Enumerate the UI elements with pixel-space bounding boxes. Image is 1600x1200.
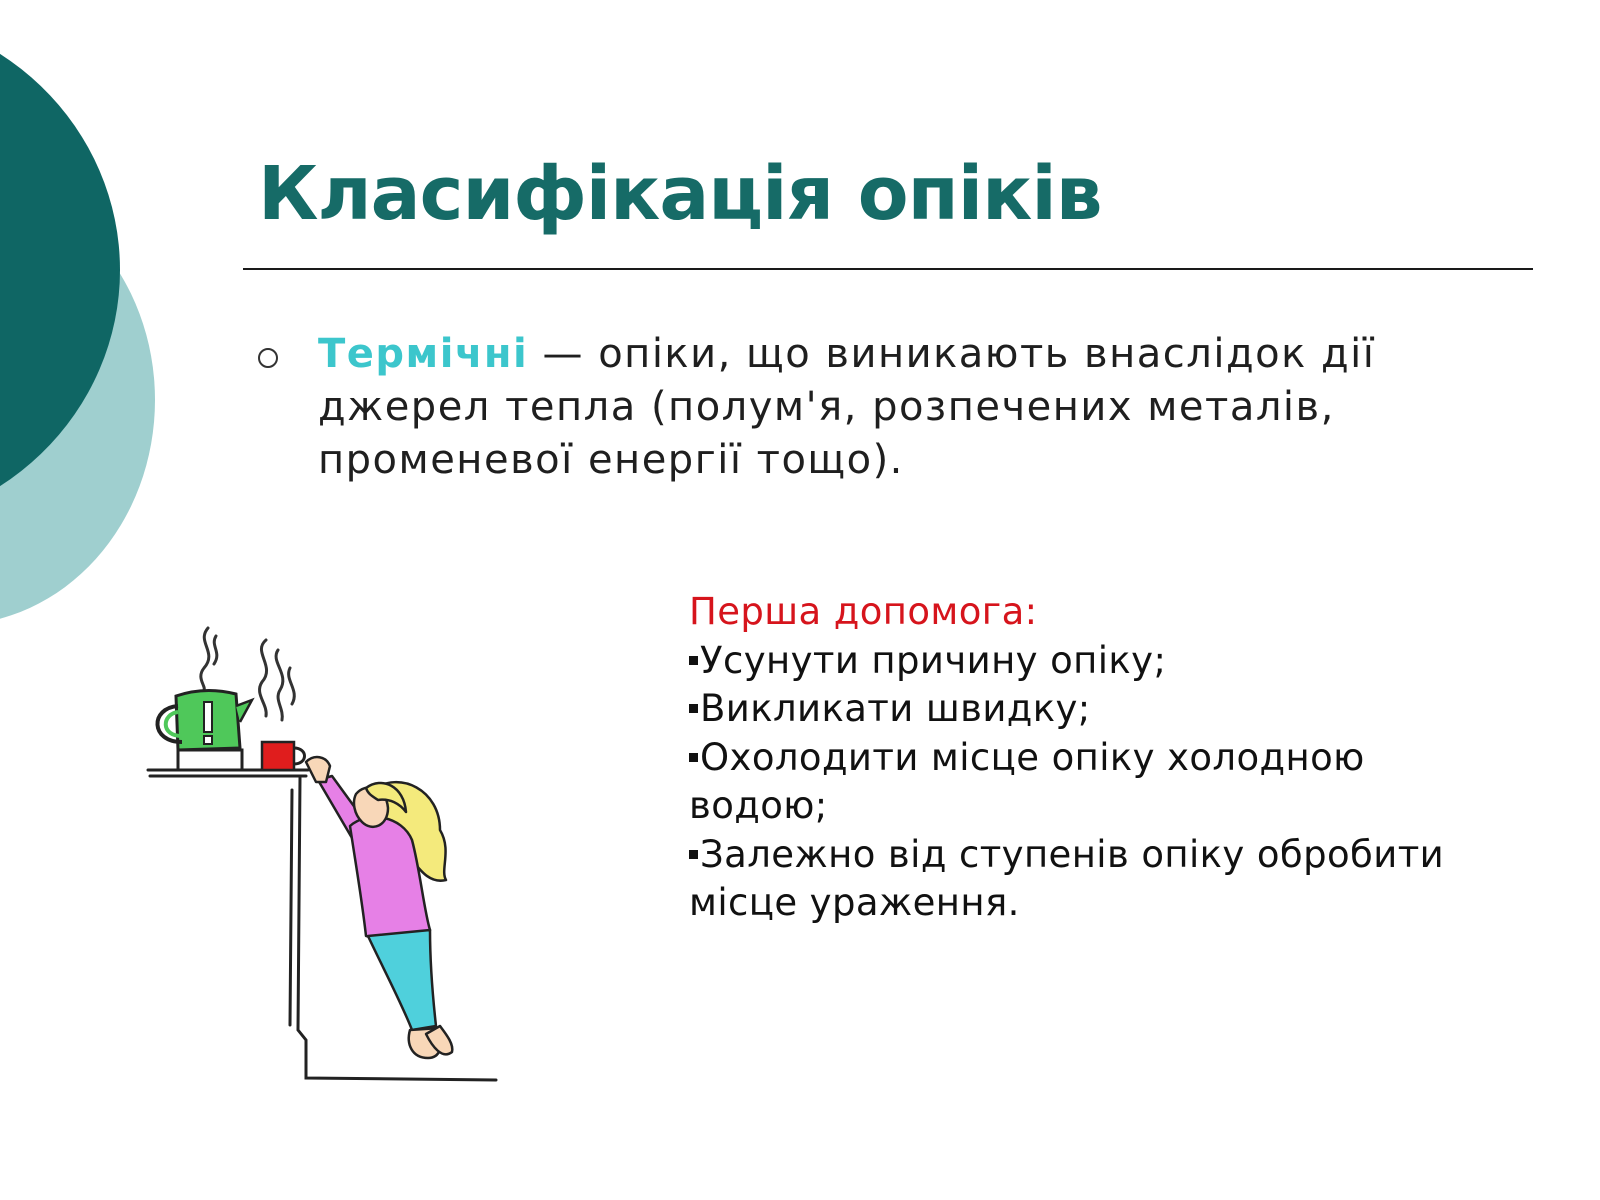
kettle-base <box>178 750 242 770</box>
page-title: Класифікація опіків <box>258 151 1102 237</box>
child-reaching-hot-cup-illustration <box>140 615 520 1095</box>
kettle-icon <box>157 690 252 750</box>
cup-icon <box>262 742 305 770</box>
child-figure <box>306 757 452 1058</box>
square-bullet-icon <box>689 850 698 859</box>
square-bullet-icon <box>689 704 698 713</box>
bullet-definition: — опіки, що виникають внаслідок дії джерел тепла (полум'я, розпечених металів, променевої енергії тощо). <box>318 331 1376 483</box>
first-aid-item-text: Викликати швидку; <box>700 687 1091 730</box>
first-aid-item-text: Залежно від ступенів опіку обробити місце ураження. <box>689 832 1445 924</box>
first-aid-item <box>689 831 1479 928</box>
bullet-circle-icon <box>258 348 278 368</box>
first-aid-block <box>689 588 1479 928</box>
first-aid-item <box>689 734 1479 831</box>
square-bullet-icon <box>689 656 698 665</box>
title-divider <box>243 268 1533 270</box>
first-aid-item-text: Охолодити місце опіку холодною водою; <box>689 735 1365 827</box>
first-aid-heading: Перша допомога: <box>689 590 1038 633</box>
first-aid-item <box>689 685 1479 734</box>
first-aid-item <box>689 637 1479 686</box>
bullet-paragraph <box>318 328 1498 487</box>
first-aid-item-text: Усунути причину опіку; <box>700 638 1167 682</box>
bullet-term: Термічні <box>318 331 529 377</box>
square-bullet-icon <box>689 753 698 762</box>
